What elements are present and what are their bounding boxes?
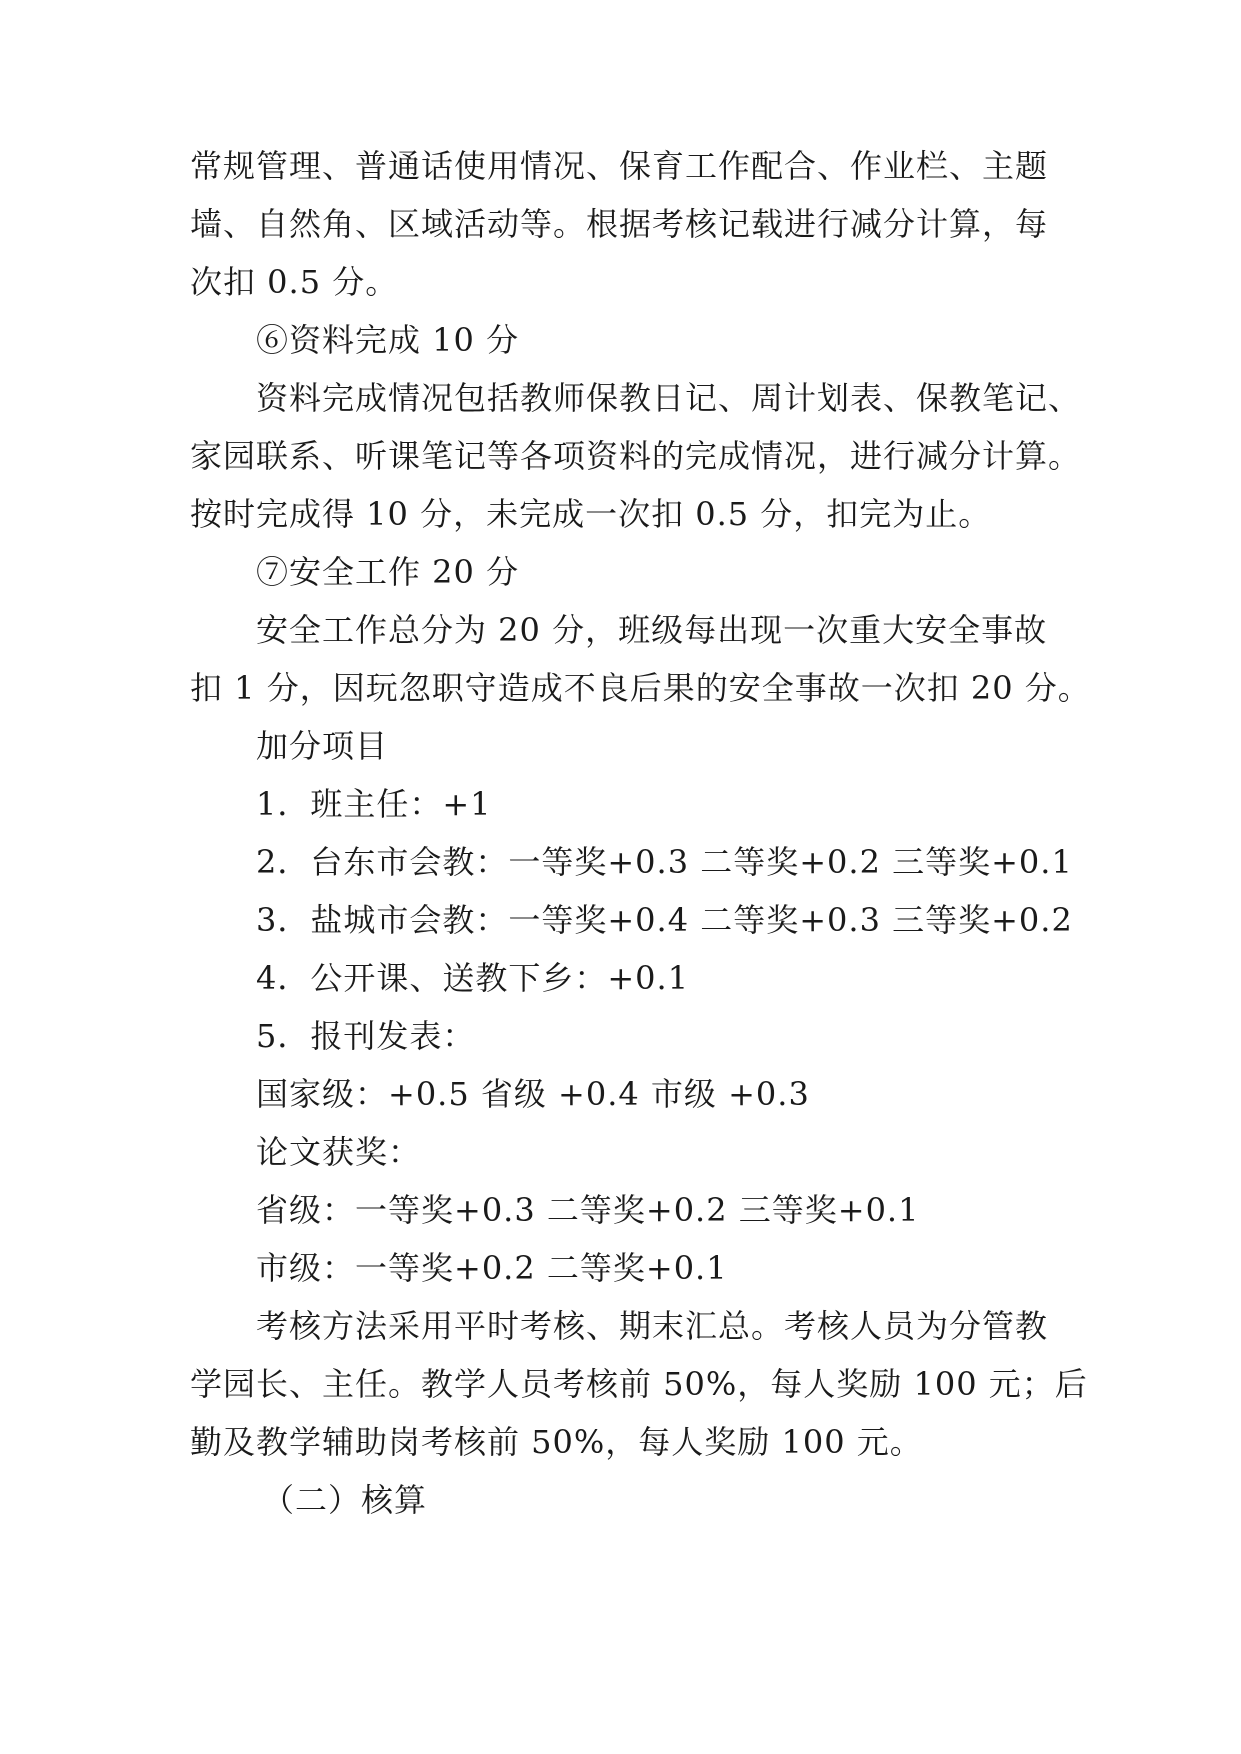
list-item-detail: 市级：一等奖+0.2 二等奖+0.1 bbox=[256, 1249, 728, 1287]
paragraph-line: 安全工作总分为 20 分，班级每出现一次重大安全事故 bbox=[256, 611, 1048, 649]
paragraph-line: 考核方法采用平时考核、期末汇总。考核人员为分管教 bbox=[256, 1307, 1049, 1345]
paragraph-line: 墙、自然角、区域活动等。根据考核记载进行减分计算，每 bbox=[190, 205, 1049, 243]
paragraph-line: 扣 1 分，因玩忽职守造成不良后果的安全事故一次扣 20 分。 bbox=[190, 669, 1091, 707]
list-item: 5．报刊发表： bbox=[256, 1017, 476, 1055]
list-item: 3．盐城市会教：一等奖+0.4 二等奖+0.3 三等奖+0.2 bbox=[256, 901, 1073, 939]
paragraph-line: 常规管理、普通话使用情况、保育工作配合、作业栏、主题 bbox=[190, 147, 1049, 185]
paragraph-line: 勤及教学辅助岗考核前 50%，每人奖励 100 元。 bbox=[190, 1423, 923, 1461]
list-item: 论文获奖： bbox=[256, 1133, 422, 1171]
paragraph-line: 家园联系、听课笔记等各项资料的完成情况，进行减分计算。 bbox=[190, 437, 1082, 475]
section-heading: ⑦安全工作 20 分 bbox=[256, 553, 520, 591]
paragraph-line: 按时完成得 10 分，未完成一次扣 0.5 分，扣完为止。 bbox=[190, 495, 992, 533]
paragraph-line: 学园长、主任。教学人员考核前 50%，每人奖励 100 元；后 bbox=[190, 1365, 1088, 1403]
section-heading: 加分项目 bbox=[256, 727, 389, 765]
list-item: 1．班主任：+1 bbox=[256, 785, 492, 823]
section-heading: （二）核算 bbox=[262, 1481, 428, 1519]
section-heading: ⑥资料完成 10 分 bbox=[256, 321, 520, 359]
list-item-detail: 省级：一等奖+0.3 二等奖+0.2 三等奖+0.1 bbox=[256, 1191, 920, 1229]
paragraph-line: 资料完成情况包括教师保教日记、周计划表、保教笔记、 bbox=[256, 379, 1082, 417]
paragraph-line: 次扣 0.5 分。 bbox=[190, 263, 399, 301]
list-item: 2．台东市会教：一等奖+0.3 二等奖+0.2 三等奖+0.1 bbox=[256, 843, 1073, 881]
list-item: 4．公开课、送教下乡：+0.1 bbox=[256, 959, 690, 997]
list-item-detail: 国家级：+0.5 省级 +0.4 市级 +0.3 bbox=[256, 1075, 810, 1113]
